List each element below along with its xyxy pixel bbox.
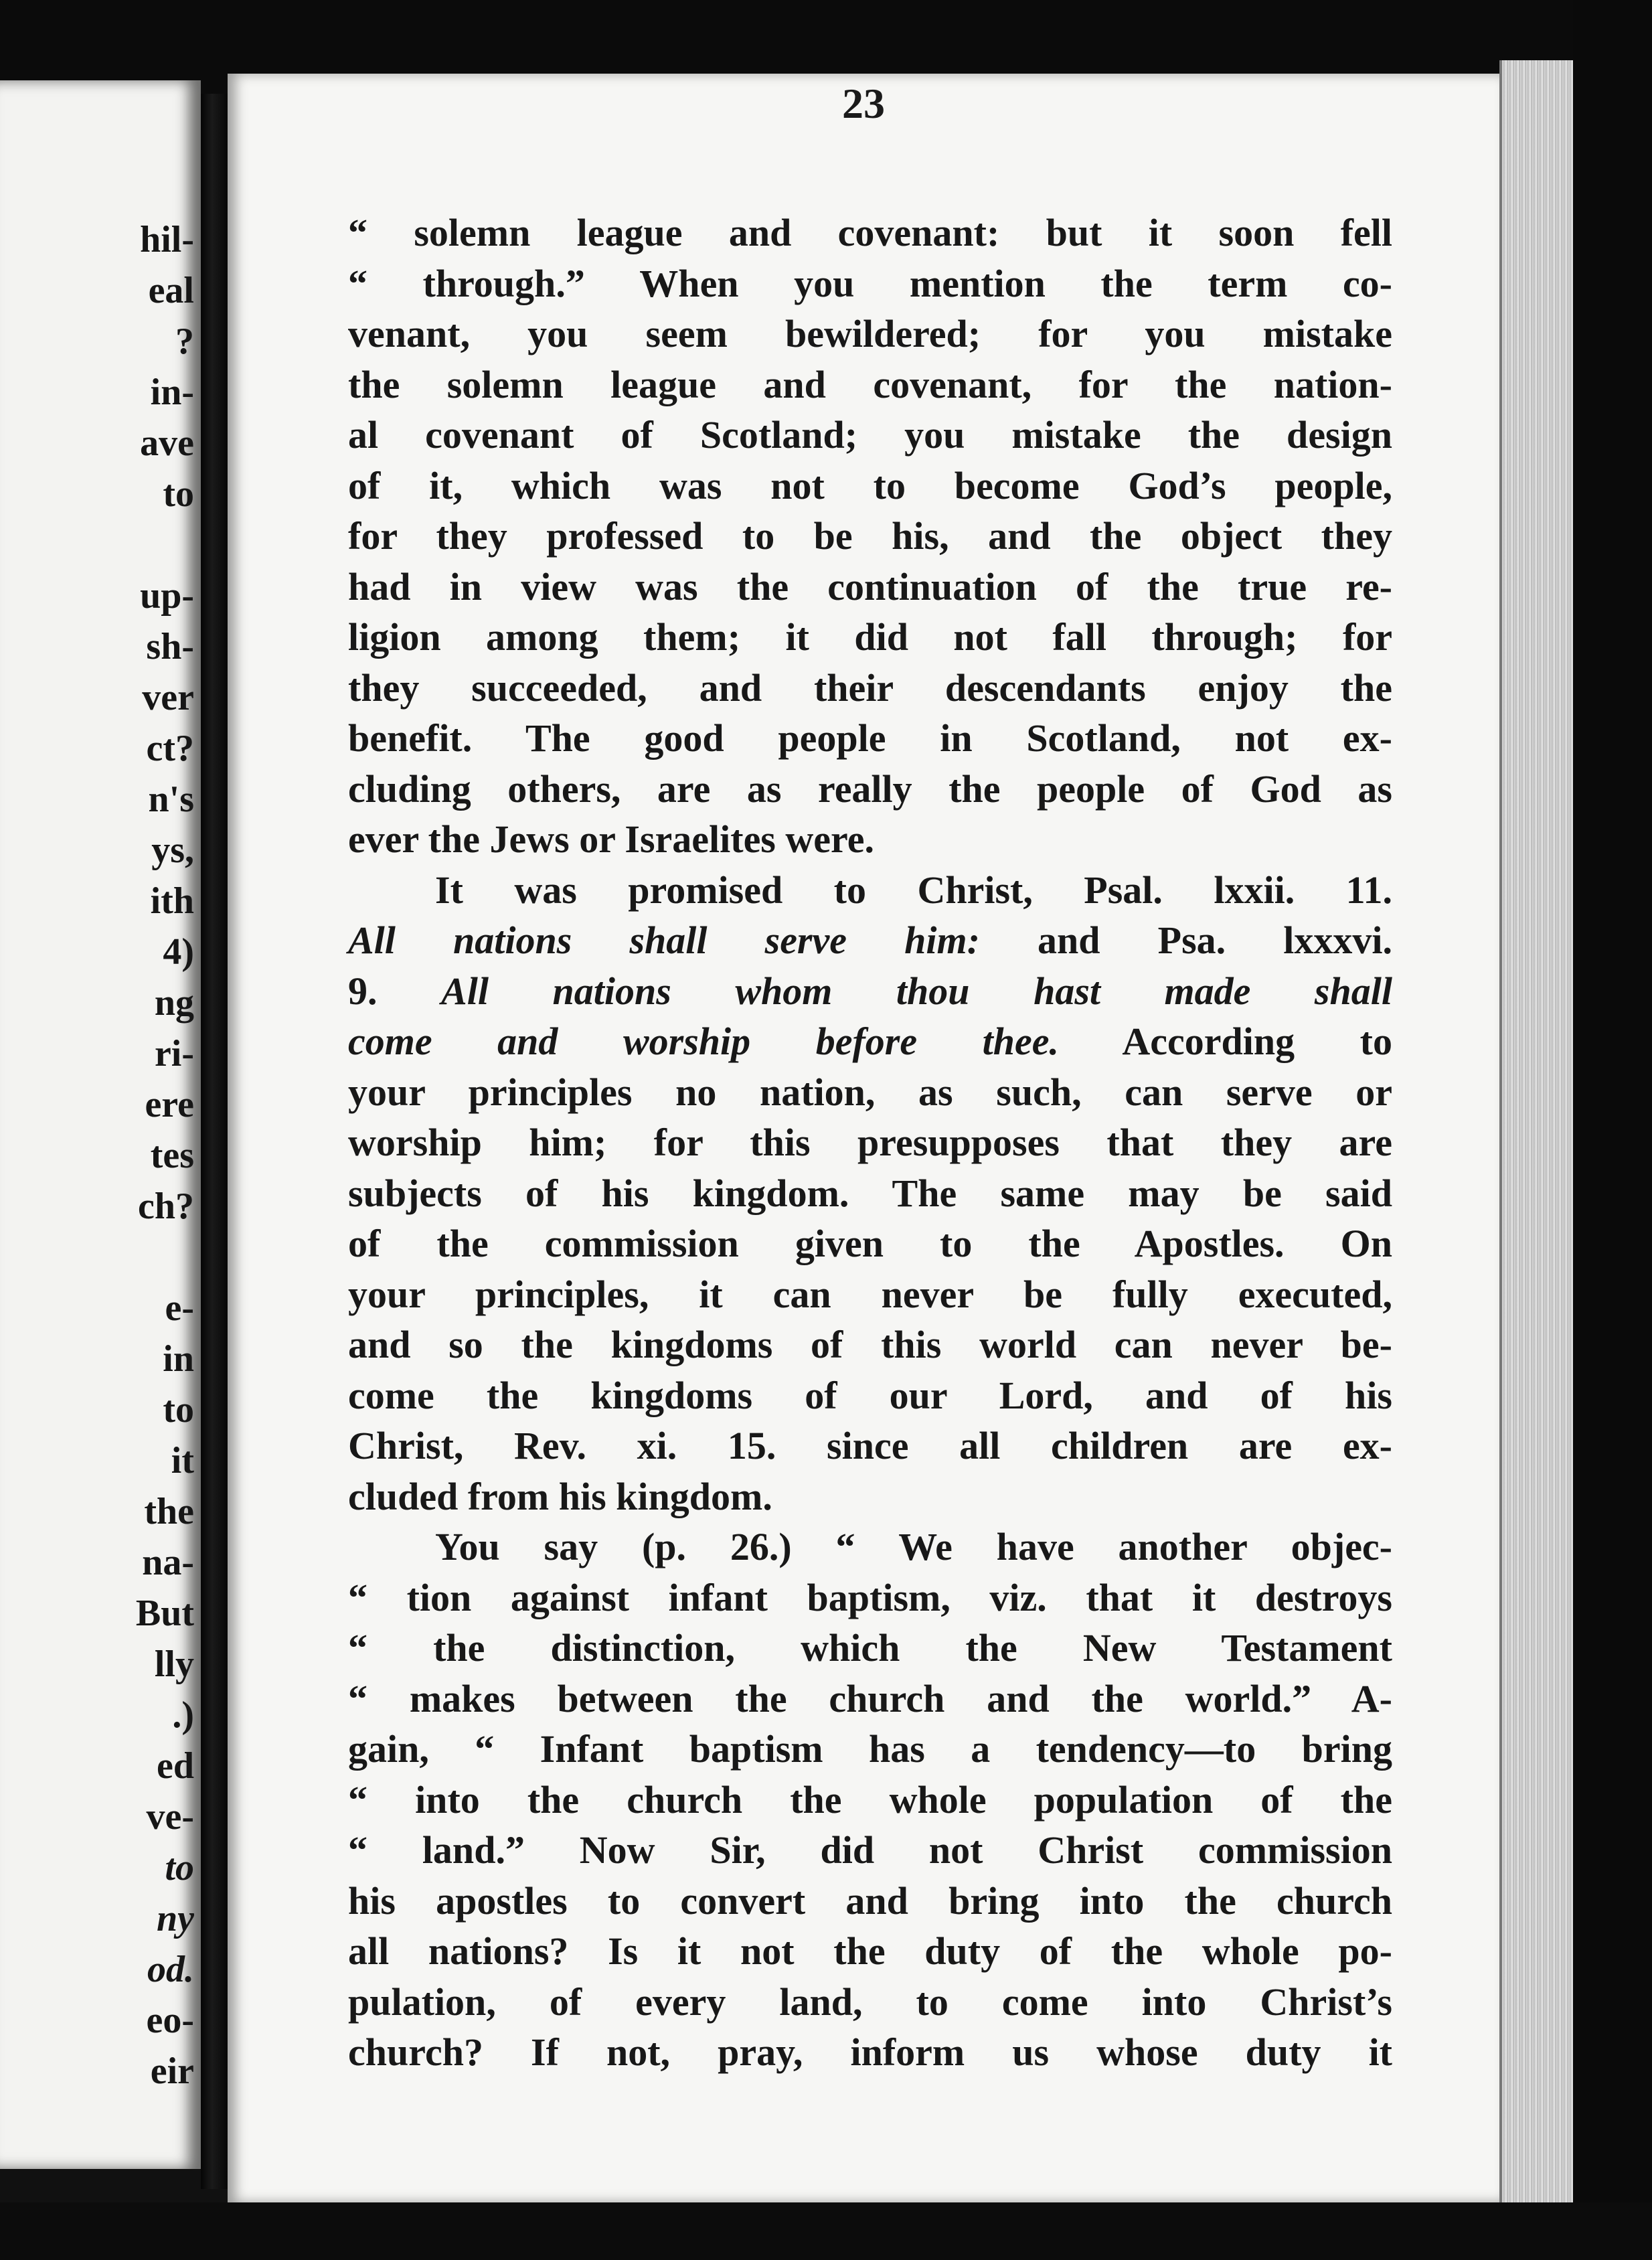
text-line: had in view was the continuation of the true re- — [348, 564, 1392, 609]
book-gutter — [201, 94, 229, 2189]
left-page-line: up- — [140, 575, 194, 617]
left-page-line: eo- — [146, 2000, 194, 2041]
text-line: church? If not, pray, inform us whose duty it — [348, 2030, 1392, 2074]
left-page-line: ng — [154, 982, 194, 1024]
left-page-line: to — [165, 1847, 194, 1888]
text-line: come the kingdoms of our Lord, and of his — [348, 1373, 1392, 1417]
left-page-line: in- — [150, 372, 194, 413]
text-line: pulation, of every land, to come into Christ’s — [348, 1980, 1392, 2024]
left-page-line: sh- — [146, 626, 194, 667]
text-line: Christ, Rev. xi. 15. since all children are ex- — [348, 1424, 1392, 1467]
left-page-line: e- — [165, 1287, 194, 1329]
left-page-line: eal — [148, 270, 194, 311]
text-line: your principles no nation, as such, can serve or — [348, 1070, 1392, 1114]
left-page-line: ys, — [151, 829, 194, 871]
text-line: benefit. The good people in Scotland, not ex- — [348, 716, 1392, 760]
text-line: his apostles to convert and bring into the church — [348, 1878, 1392, 1923]
italic-quotation: come and worship before thee. — [348, 1020, 1060, 1063]
text-line: gain, “ Infant baptism has a tendency—to bring — [348, 1727, 1392, 1771]
left-page-line — [20, 1232, 194, 1283]
left-page-line — [20, 519, 194, 570]
page-number: 23 — [842, 80, 885, 127]
left-page-line: na- — [142, 1542, 194, 1583]
left-page-line: ave — [140, 422, 194, 464]
text-line: All nations shall serve him: and Psa. lxxxvi. — [348, 918, 1392, 962]
text-line: You say (p. 26.) “ We have another objec- — [435, 1525, 1392, 1568]
left-page-line: it — [171, 1440, 194, 1481]
left-page-text-fragments — [20, 214, 194, 2097]
text-line: 9. All nations whom thou hast made shall — [348, 969, 1392, 1013]
left-page-line: hil- — [140, 219, 194, 260]
left-page-line: ch? — [138, 1186, 194, 1227]
page-body-text — [348, 208, 1392, 2078]
text-line: “ land.” Now Sir, did not Christ commission — [348, 1828, 1392, 1872]
italic-quotation: All nations whom thou hast made shall — [441, 969, 1392, 1013]
left-page-line: ct? — [146, 728, 194, 769]
text-line: your principles, it can never be fully executed, — [348, 1272, 1392, 1316]
left-page-line: n's — [148, 779, 194, 820]
text-line: cluding others, are as really the people of God as — [348, 766, 1392, 811]
scan-background-bottom — [0, 2202, 1652, 2260]
text-line: “ the distinction, which the New Testament — [348, 1626, 1392, 1670]
left-page-line: in — [163, 1338, 194, 1380]
text-line: all nations? Is it not the duty of the whole po- — [348, 1929, 1392, 1973]
text-line: they succeeded, and their descendants enjoy the — [348, 665, 1392, 710]
left-page-line: ere — [145, 1084, 194, 1125]
left-page-line: ? — [175, 321, 194, 362]
text-line: subjects of his kingdom. The same may be said — [348, 1171, 1392, 1215]
text-line: for they professed to be his, and the object they — [348, 514, 1392, 558]
left-page-line: But — [135, 1593, 194, 1634]
left-page-line: 4) — [163, 931, 194, 973]
left-page-line: tes — [150, 1135, 194, 1176]
text-line: venant, you seem bewildered; for you mistake — [348, 312, 1392, 355]
left-page-line: to — [163, 1389, 194, 1431]
text-line: ligion among them; it did not fall through; for — [348, 615, 1392, 659]
left-page-line: the — [144, 1491, 194, 1532]
left-page-line: .) — [172, 1694, 194, 1736]
text-line: the solemn league and covenant, for the nation- — [348, 362, 1392, 406]
text-line: “ makes between the church and the world.” A- — [348, 1676, 1392, 1720]
scan-background-right — [1573, 0, 1652, 2260]
left-page-line: eir — [150, 2050, 194, 2092]
text-line: “ into the church the whole population of the — [348, 1777, 1392, 1822]
text-line: come and worship before thee. According to — [348, 1020, 1392, 1063]
text-line: al covenant of Scotland; you mistake the design — [348, 413, 1392, 457]
left-page-line: ve- — [146, 1796, 194, 1838]
text-line: “ solemn league and covenant: but it soon fell — [348, 211, 1392, 254]
left-page-line: ver — [142, 677, 194, 718]
text-line: worship him; for this presupposes that they are — [348, 1121, 1392, 1164]
italic-quotation: All nations shall serve him: — [348, 918, 980, 962]
left-page-line: od. — [147, 1949, 194, 1990]
left-page-line: ri- — [154, 1033, 194, 1074]
left-page-line: to — [163, 473, 194, 515]
text-line: “ tion against infant baptism, viz. that it destroys — [348, 1575, 1392, 1619]
left-page — [0, 80, 201, 2169]
left-page-line: ith — [150, 880, 194, 922]
text-line: ever the Jews or Israelites were. — [348, 817, 874, 861]
left-page-line: ny — [157, 1898, 194, 1939]
left-page-line: lly — [154, 1643, 194, 1685]
text-line: of the commission given to the Apostles. On — [348, 1222, 1392, 1265]
text-line: It was promised to Christ, Psal. lxxii. 11. — [435, 868, 1392, 912]
text-line: “ through.” When you mention the term co- — [348, 261, 1392, 305]
text-line: of it, which was not to become God’s people, — [348, 463, 1392, 507]
page-edges — [1499, 60, 1576, 2202]
text-line: cluded from his kingdom. — [348, 1474, 772, 1518]
text-line: and so the kingdoms of this world can never be- — [348, 1323, 1392, 1366]
left-page-line: ed — [157, 1745, 194, 1787]
